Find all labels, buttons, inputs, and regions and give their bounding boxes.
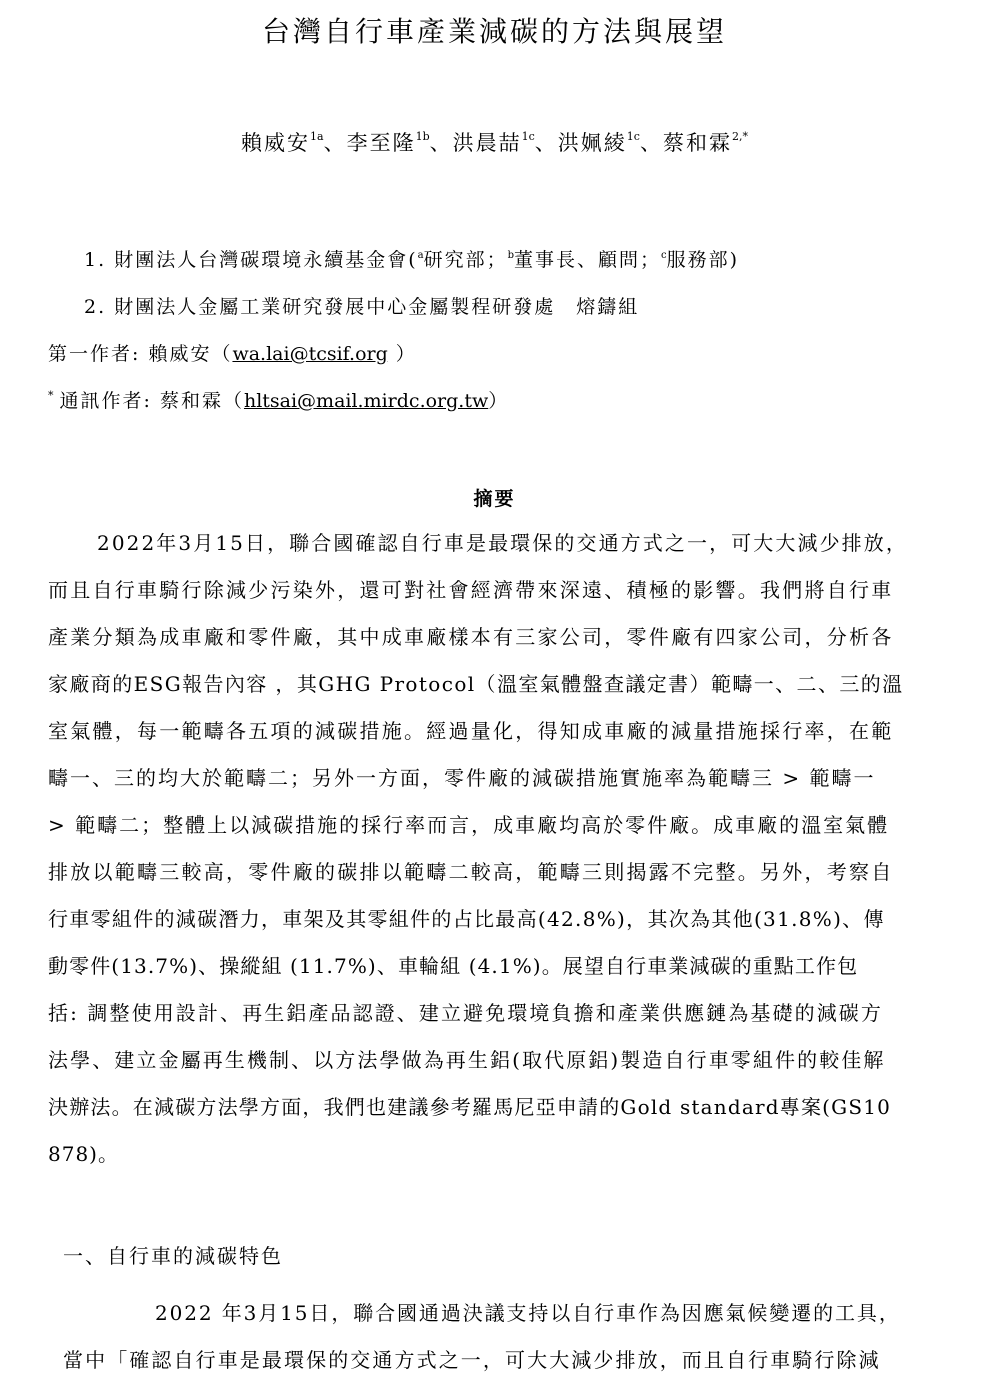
corresponding-mark: * [48, 389, 54, 402]
first-author-email-link[interactable]: wa.lai@tcsif.org [232, 343, 388, 365]
section-line: 2022 年3月15日，聯合國通過決議支持以自行車作為因應氣候變遷的工具， [155, 1301, 901, 1325]
author-separator: 、 [429, 131, 453, 155]
author-affiliation-mark: 1a [310, 130, 324, 143]
author-name: 洪晨喆 [452, 131, 522, 155]
author-list [0, 127, 989, 157]
affiliation-1 [84, 245, 739, 272]
abstract-line: 決辦法。在減碳方法學方面，我們也建議參考羅馬尼亞申請的Gold standard專案(GS10 [48, 1095, 892, 1119]
abstract-line: 產業分類為成車廠和零件廠，其中成車廠樣本有三家公司，零件廠有四家公司，分析各 [48, 625, 894, 649]
abstract-line: 而且自行車騎行除減少污染外，還可對社會經濟帶來深遠、積極的影響。我們將自行車 [48, 578, 894, 602]
author-name: 賴威安 [241, 131, 311, 155]
abstract-line: 2022年3月15日，聯合國確認自行車是最環保的交通方式之一，可大大減少排放， [97, 531, 908, 555]
paper-title: 台灣自行車產業減碳的方法與展望 [261, 15, 727, 48]
author-name: 洪姵綾 [557, 131, 627, 155]
abstract-heading: 摘要 [473, 488, 516, 510]
section-heading: 一、自行車的減碳特色 [63, 1244, 283, 1268]
author-separator: 、 [323, 131, 347, 155]
author-affiliation-mark: 1c [521, 130, 535, 143]
affiliation-sup: c [661, 250, 667, 261]
author-separator: 、 [534, 131, 558, 155]
author-affiliation-mark: 1b [415, 130, 430, 143]
abstract-line: 878)。 [48, 1142, 119, 1166]
abstract-line: 排放以範疇三較高，零件廠的碳排以範疇二較高，範疇三則揭露不完整。另外，考察自 [48, 860, 894, 884]
corresponding-author-close: ） [488, 390, 510, 412]
author-affiliation-mark: 1c [626, 130, 640, 143]
abstract-line: 疇一、三的均大於範疇二；另外一方面，零件廠的減碳措施實施率為範疇三 > 範疇一 [48, 766, 876, 790]
abstract-line: > 範疇二；整體上以減碳措施的採行率而言，成車廠均高於零件廠。成車廠的溫室氣體 [48, 813, 890, 837]
abstract-line: 法學、建立金屬再生機制、以方法學做為再生鋁(取代原鋁)製造自行車零組件的較佳解 [48, 1048, 886, 1072]
affiliation-sup: b [507, 250, 514, 261]
abstract-line: 室氣體，每一範疇各五項的減碳措施。經過量化，得知成車廠的減量措施採行率，在範 [48, 719, 894, 743]
first-author-close: ） [387, 343, 417, 365]
first-author-line [48, 339, 417, 366]
author-name: 李至隆 [346, 131, 416, 155]
corresponding-author-line [48, 386, 509, 413]
affiliation-dept: 研究部； [423, 249, 508, 271]
corresponding-author-label: 通訊作者: 蔡和霖（ [59, 390, 244, 412]
abstract-line: 括: 調整使用設計、再生鋁產品認證、建立避免環境負擔和產業供應鏈為基礎的減碳方 [48, 1001, 883, 1025]
section-line: 當中「確認自行車是最環保的交通方式之一，可大大減少排放，而且自行車騎行除減 [63, 1348, 881, 1372]
affiliation-number: 1. [84, 249, 107, 271]
author-name: 蔡和霖 [662, 131, 732, 155]
affiliation-sup: a [417, 250, 424, 261]
affiliation-number: 2. [84, 296, 107, 318]
affiliation-dept: 董事長、顧問； [514, 249, 662, 271]
author-affiliation-mark: 2,* [731, 130, 748, 143]
author-separator: 、 [639, 131, 663, 155]
first-author-label: 第一作者: 賴威安（ [48, 343, 233, 365]
affiliation-org: 財團法人台灣碳環境永續基金會( [114, 249, 418, 271]
affiliation-dept: 服務部) [666, 249, 740, 271]
affiliation-2 [84, 292, 639, 319]
affiliation-org: 財團法人金屬工業研究發展中心金屬製程研發處 熔鑄組 [114, 296, 640, 318]
abstract-line: 行車零組件的減碳潛力，車架及其零組件的占比最高(42.8%)，其次為其他(31.8%)、傳 [48, 907, 885, 931]
abstract-line: 動零件(13.7%)、操縱組 (11.7%)、車輪組 (4.1%)。展望自行車業減碳的重點工作包 [48, 954, 859, 978]
abstract-line: 家廠商的ESG報告內容 ，其GHG Protocol（溫室氣體盤查議定書）範疇一、二、三的溫 [48, 672, 904, 696]
corresponding-author-email-link[interactable]: hltsai@mail.mirdc.org.tw [243, 390, 489, 412]
